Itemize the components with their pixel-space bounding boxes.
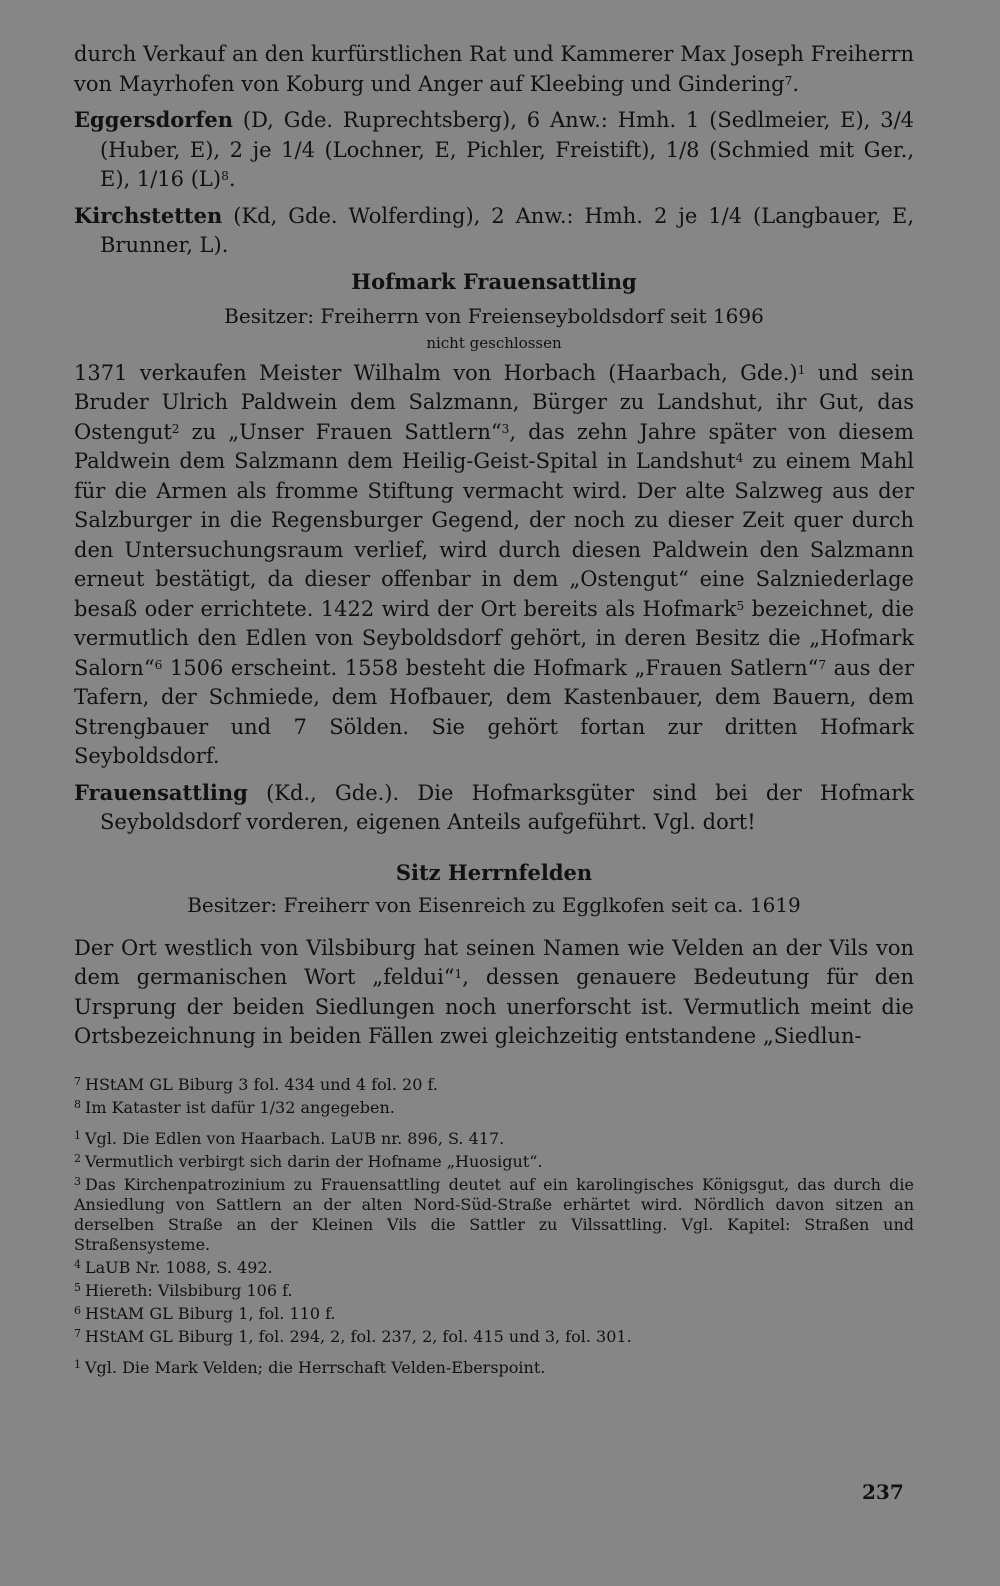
footnote: $^7$ HStAM GL Biburg 1, fol. 294, 2, fol. 237, 2, fol. 415 und 3, fol. 301. <box>74 1326 632 1346</box>
footnote: $^5$ Hiereth: Vilsbiburg 106 f. <box>74 1280 293 1300</box>
footnote: $^6$ HStAM GL Biburg 1, fol. 110 f. <box>74 1303 336 1323</box>
footnote: $^1$ Vgl. Die Edlen von Haarbach. LaUB nr. 896, S. 417. <box>74 1128 505 1148</box>
entry-place-name: Frauensattling <box>74 779 248 805</box>
owner-line-hofmark: Besitzer: Freiherrn von Freienseyboldsdorf seit 1696 <box>224 303 764 328</box>
section-title-hofmark: Hofmark Frauensattling <box>351 268 637 294</box>
entry-place-name: Eggersdorfen <box>74 107 234 132</box>
footnote-ref: 8 <box>221 168 229 183</box>
entry-kirchstetten: Kirchstetten (Kd, Gde. Wolferding), 2 Anw.: Hmh. 2 je 1/4 (Langbauer, E, Brunner, L). <box>74 202 914 257</box>
entry-eggersdorfen: Eggersdorfen (D, Gde. Ruprechtsberg), 6 Anw.: Hmh. 1 (Sedlmeier, E), 3/4 (Huber, E), 2 je 1/4 (Lochner, E, Pichler, Freistift), 1/8 (Schmied mit Ger., E), 1/16 $(L)^8$. <box>74 107 914 191</box>
footnote: $^7$ HStAM GL Biburg 3 fol. 434 und 4 fol. 20 f. <box>74 1074 438 1094</box>
hofmark-history-paragraph: 1371 verkaufen Meister Wilhalm von Horbach (Haarbach, Gde.)$^1$ und sein Bruder Ulrich Paldwein dem Salzmann, Bürger zu Landshut, ihr Gut, das Ostengut$^2$ zu „Unser Frauen Sattlern“$^3$, das zehn Jahre später von diesem Paldwein dem Salzmann dem Heilig-Geist-Spital in Landshut$^4$ zu einem Mahl für die Armen als fromme Stiftung vermacht wird. Der alte Salzweg aus der Salzburger in die Regensburger Gegend, der noch zu dieser Zeit quer durch den Untersuchungsraum verlief, wird durch diesen Paldwein den Salzmann erneut bestätigt, da dieser offenbar in dem „Ostengut“ eine Salzniederlage besaß oder errichtete. 1422 wird der Ort bereits als Hofmark$^5$ bezeichnet, die vermutlich den Edlen von Seyboldsdorf gehört, in deren Besitz die „Hofmark Salorn“$^6$ 1506 erscheint. 1558 besteht die Hofmark „Frauen Satlern“$^7$ aus der Tafern, der Schmiede, dem Hofbauer, dem Kastenbauer, dem Bauern, dem Strengbauer und 7 Sölden. Sie gehört fortan zur dritten Hofmark Seyboldsdorf. <box>74 360 915 768</box>
entry-place-name: Kirchstetten <box>74 202 223 228</box>
footnote-group-2 <box>74 1126 914 1347</box>
footnote: $^1$ Vgl. Die Mark Velden; die Herrschaft Velden-Eberspoint. <box>74 1357 546 1377</box>
page-number: 237 <box>862 1480 904 1504</box>
status-line: nicht geschlossen <box>426 333 562 352</box>
footnote: $^8$ Im Kataster ist dafür 1/32 angegeben. <box>74 1097 395 1117</box>
footnotes <box>74 1072 914 1378</box>
page <box>74 40 914 1386</box>
footnote-ref: 7 <box>784 73 793 88</box>
section-title-sitz: Sitz Herrnfelden <box>395 859 593 885</box>
footnote: $^2$ Vermutlich verbirgt sich darin der Hofname „Huosigut“. <box>74 1151 543 1171</box>
footnote-group-1 <box>74 1072 914 1118</box>
footnote: $^4$ LaUB Nr. 1088, S. 492. <box>74 1257 273 1277</box>
footnote: $^3$ Das Kirchenpatrozinium zu Frauensattling deutet auf ein karolingisches Königsgut, das durch die Ansiedlung von Sattlern an der alten Nord-Süd-Straße erhärtet wird. Nördlich davon sitzen an derselben Straße an der Kleinen Vils die Sattler zu Vilssattling. Vgl. Kapitel: Straßen und Straßensysteme. <box>74 1174 914 1254</box>
entry-frauensattling: Frauensattling (Kd., Gde.). Die Hofmarksgüter sind bei der Hofmark Seyboldsdorf vorderen, eigenen Anteils aufgeführt. Vgl. dort! <box>74 779 914 834</box>
footnote-group-3 <box>74 1355 914 1378</box>
owner-line-sitz: Besitzer: Freiherr von Eisenreich zu Egglkofen seit ca. 1619 <box>187 892 801 917</box>
continuation-paragraph: durch Verkauf an den kurfürstlichen Rat und Kammerer Max Joseph Freiherrn von Mayrhofen von Koburg und Anger auf Kleebing und Gindering$^7$. <box>74 42 914 96</box>
sitz-paragraph: Der Ort westlich von Vilsbiburg hat seinen Namen wie Velden an der Vils von dem germanischen Wort „feldui“$^1$, dessen genauere Bedeutung für den Ursprung der beiden Siedlungen noch unerforscht ist. Vermutlich meint die Ortsbezeichnung in beiden Fällen zwei gleichzeitig entstandene „Siedlun- <box>74 935 914 1048</box>
